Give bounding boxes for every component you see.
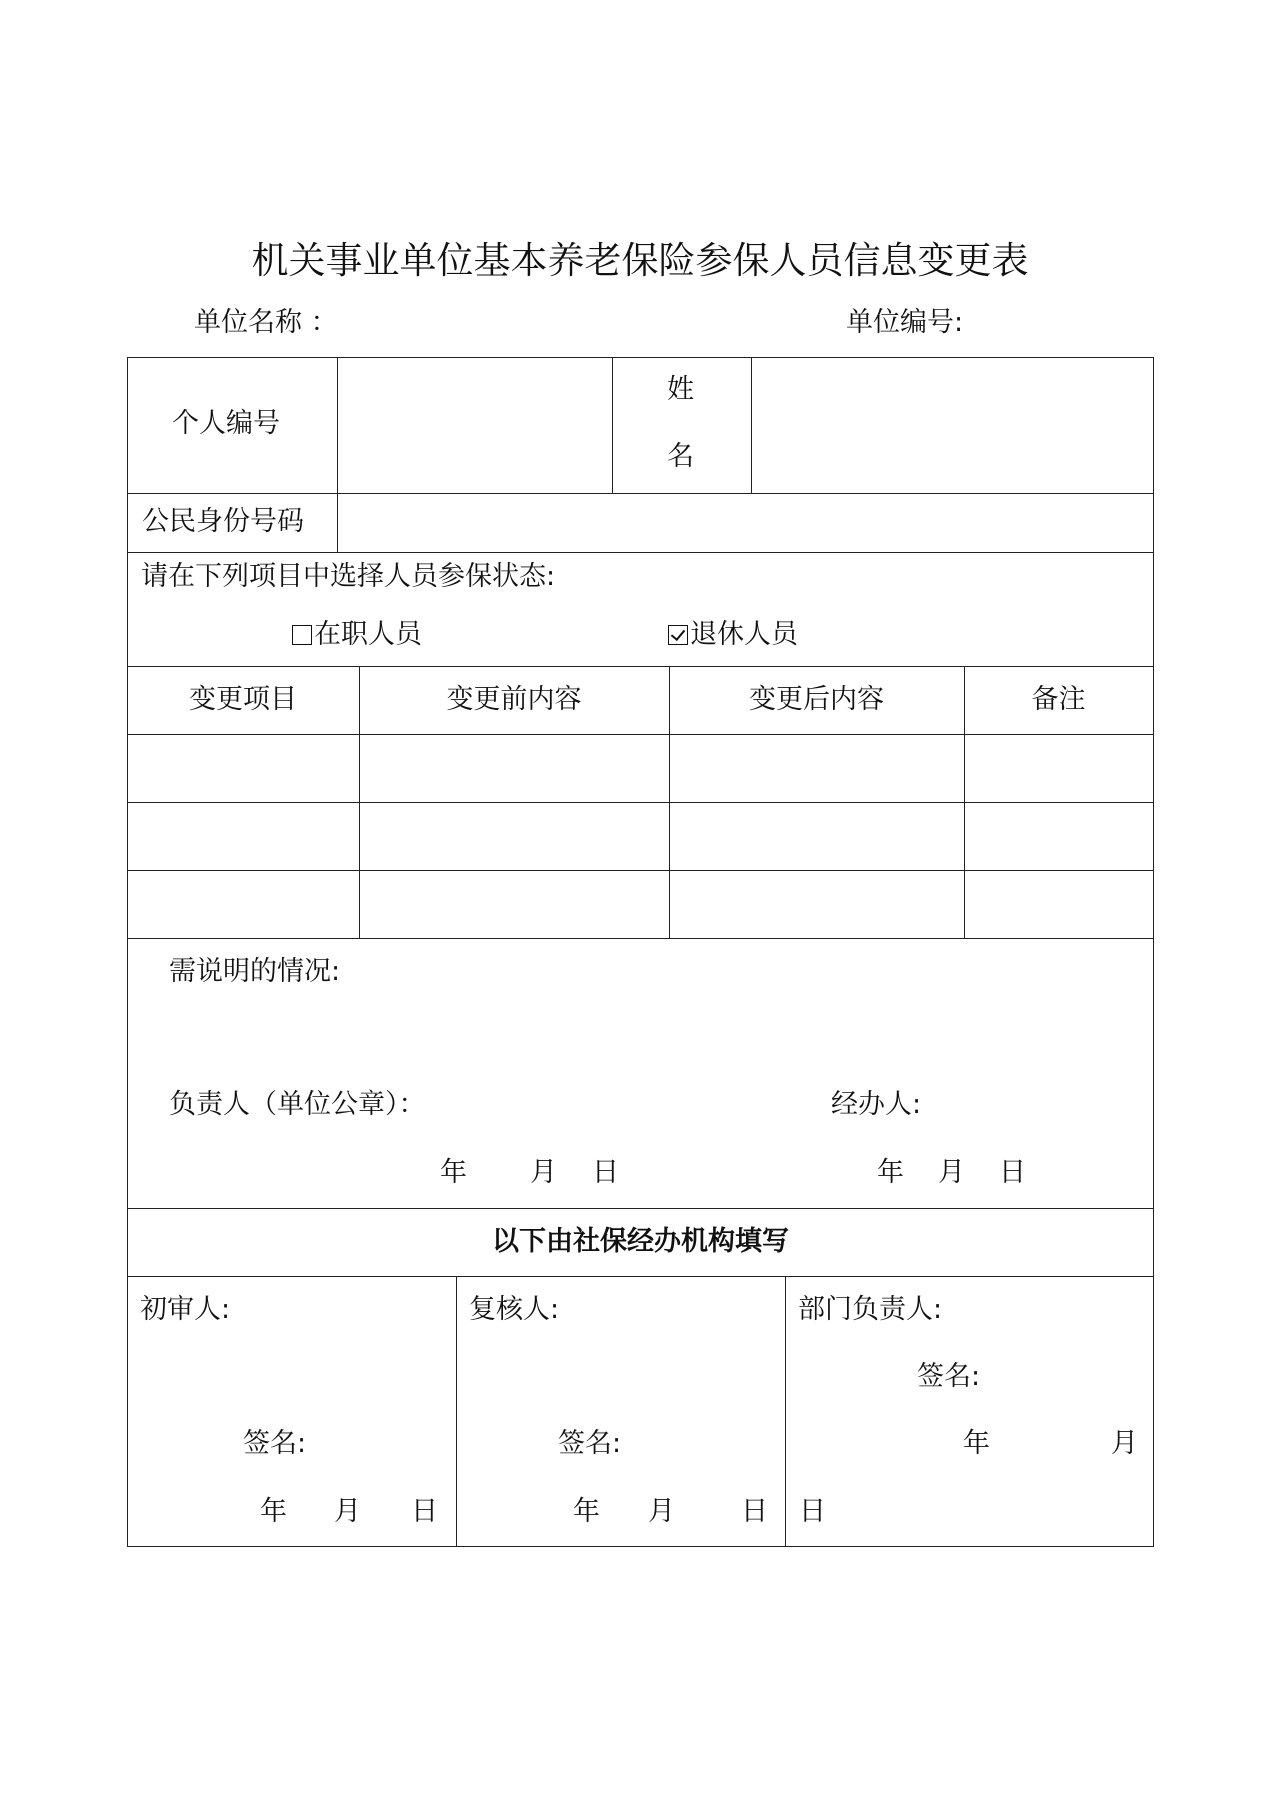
table-cell[interactable]	[130, 737, 356, 799]
dept-head-date-month: 月	[1111, 1428, 1138, 1459]
rechecker-signature-label: 签名:	[558, 1428, 622, 1459]
status-option-active[interactable]	[292, 619, 422, 651]
initial-reviewer-date-month: 月	[334, 1496, 361, 1527]
page-title: 机关事业单位基本养老保险参保人员信息变更表	[251, 239, 1029, 282]
rechecker-date-year: 年	[573, 1496, 600, 1527]
name-field[interactable]	[754, 360, 1151, 491]
table-cell[interactable]	[967, 737, 1150, 799]
rechecker-date-month: 月	[648, 1496, 675, 1527]
table-cell[interactable]	[130, 805, 356, 867]
header-remarks: 备注	[1031, 684, 1086, 715]
name-label-char1: 姓	[667, 374, 694, 405]
rechecker-label: 复核人:	[469, 1294, 560, 1325]
explanation-label: 需说明的情况:	[169, 956, 341, 987]
responsible-date-month: 月	[530, 1157, 557, 1188]
status-option-retired[interactable]	[668, 619, 798, 651]
responsible-label: 负责人（单位公章）：	[169, 1089, 426, 1120]
handler-date-year: 年	[877, 1157, 904, 1188]
table-cell[interactable]	[672, 873, 961, 935]
table-cell[interactable]	[362, 873, 666, 935]
responsible-date-day: 日	[592, 1157, 619, 1188]
citizen-id-label: 公民身份号码	[142, 506, 304, 537]
header-before-content: 变更前内容	[446, 684, 582, 715]
unit-number-label: 单位编号:	[846, 307, 964, 338]
handler-date-month: 月	[938, 1157, 965, 1188]
handler-date-day: 日	[999, 1157, 1026, 1188]
dept-head-date-day: 日	[799, 1496, 826, 1527]
initial-reviewer-date-day: 日	[411, 1496, 438, 1527]
personal-number-field[interactable]	[340, 360, 610, 491]
status-prompt: 请在下列项目中选择人员参保状态:	[141, 561, 556, 592]
table-cell[interactable]	[362, 737, 666, 799]
initial-reviewer-signature-label: 签名:	[243, 1428, 307, 1459]
table-cell[interactable]	[967, 805, 1150, 867]
dept-head-label: 部门负责人:	[798, 1294, 943, 1325]
status-option-active-label: 在职人员	[314, 619, 422, 650]
table-cell[interactable]	[967, 873, 1150, 935]
handler-label: 经办人:	[831, 1089, 922, 1120]
personal-number-label: 个人编号	[172, 408, 280, 439]
header-change-item: 变更项目	[189, 684, 297, 715]
status-option-retired-label: 退休人员	[690, 619, 798, 650]
initial-reviewer-date-year: 年	[260, 1496, 287, 1527]
table-cell[interactable]	[672, 805, 961, 867]
agency-section-heading: 以下由社保经办机构填写	[492, 1226, 789, 1257]
header-after-content: 变更后内容	[749, 684, 884, 715]
checkbox-unchecked-icon[interactable]	[292, 625, 312, 645]
checkbox-checked-icon[interactable]	[668, 625, 688, 645]
citizen-id-field[interactable]	[340, 496, 1151, 550]
table-cell[interactable]	[672, 737, 961, 799]
responsible-date-year: 年	[440, 1157, 467, 1188]
dept-head-signature-label: 签名:	[917, 1361, 981, 1392]
rechecker-date-day: 日	[741, 1496, 768, 1527]
dept-head-date-year: 年	[963, 1428, 990, 1459]
unit-name-label: 单位名称 ：	[194, 307, 338, 338]
table-cell[interactable]	[362, 805, 666, 867]
name-label-char2: 名	[667, 441, 694, 472]
initial-reviewer-label: 初审人:	[140, 1294, 231, 1325]
table-cell[interactable]	[130, 873, 356, 935]
